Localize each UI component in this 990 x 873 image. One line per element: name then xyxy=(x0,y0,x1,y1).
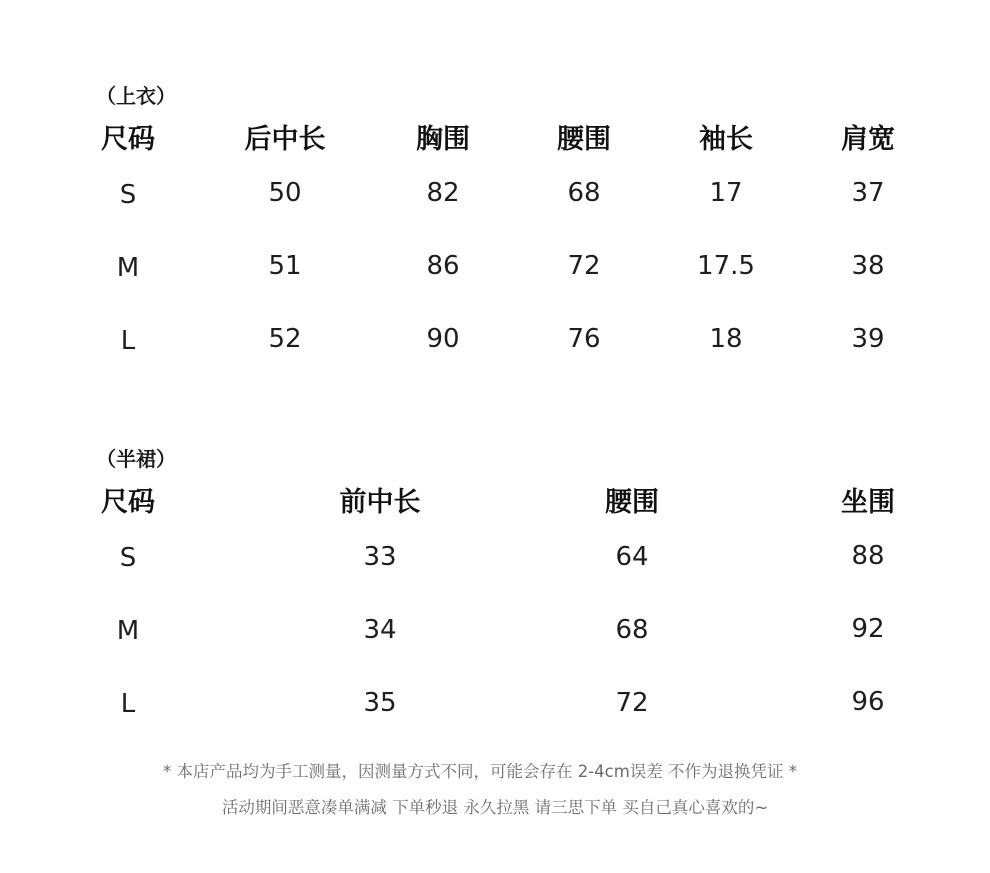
skirt-header-waist: 腰围 xyxy=(605,487,659,518)
table-cell: 72 xyxy=(567,251,601,281)
table-cell: 39 xyxy=(851,324,885,354)
table-cell: 72 xyxy=(615,688,649,718)
table-cell: 68 xyxy=(615,615,649,645)
top-section-label: （上衣） xyxy=(96,84,176,108)
table-cell: 17.5 xyxy=(697,251,755,281)
top-header-size: 尺码 xyxy=(101,124,155,155)
skirt-header-hip: 坐围 xyxy=(841,487,895,518)
table-cell: M xyxy=(116,616,140,646)
table-cell: 18 xyxy=(709,324,743,354)
top-header-bust: 胸围 xyxy=(416,124,470,155)
skirt-header-front-length: 前中长 xyxy=(339,487,421,518)
table-cell: 68 xyxy=(567,178,601,208)
skirt-section-label: （半裙） xyxy=(96,447,176,471)
table-cell: 33 xyxy=(363,542,397,572)
table-cell: 76 xyxy=(567,324,601,354)
table-cell: S xyxy=(119,543,137,573)
table-cell: 50 xyxy=(268,178,302,208)
order-policy-note: 活动期间恶意凑单满减 下单秒退 永久拉黑 请三思下单 买自己真心喜欢的~ xyxy=(221,798,769,817)
table-cell: 17 xyxy=(709,178,743,208)
measurement-disclaimer: * 本店产品均为手工测量，因测量方式不同，可能会存在 2-4cm误差 不作为退换凭证 * xyxy=(162,762,798,781)
table-cell: 64 xyxy=(615,542,649,572)
table-cell: L xyxy=(120,326,136,356)
table-cell: 82 xyxy=(426,178,460,208)
table-cell: 88 xyxy=(851,541,885,571)
skirt-header-size: 尺码 xyxy=(101,487,155,518)
table-cell: 51 xyxy=(268,251,302,281)
table-cell: 86 xyxy=(426,251,460,281)
top-header-back-length: 后中长 xyxy=(244,124,326,155)
table-cell: 35 xyxy=(363,688,397,718)
top-header-sleeve: 袖长 xyxy=(699,124,753,155)
table-cell: 38 xyxy=(851,251,885,281)
table-cell: 37 xyxy=(851,178,885,208)
top-header-waist: 腰围 xyxy=(557,124,611,155)
table-cell: 90 xyxy=(426,324,460,354)
table-cell: 52 xyxy=(268,324,302,354)
table-cell: L xyxy=(120,689,136,719)
table-cell: 96 xyxy=(851,687,885,717)
table-cell: M xyxy=(116,253,140,283)
top-header-shoulder: 肩宽 xyxy=(841,124,895,155)
table-cell: 34 xyxy=(363,615,397,645)
table-cell: 92 xyxy=(851,614,885,644)
table-cell: S xyxy=(119,180,137,210)
